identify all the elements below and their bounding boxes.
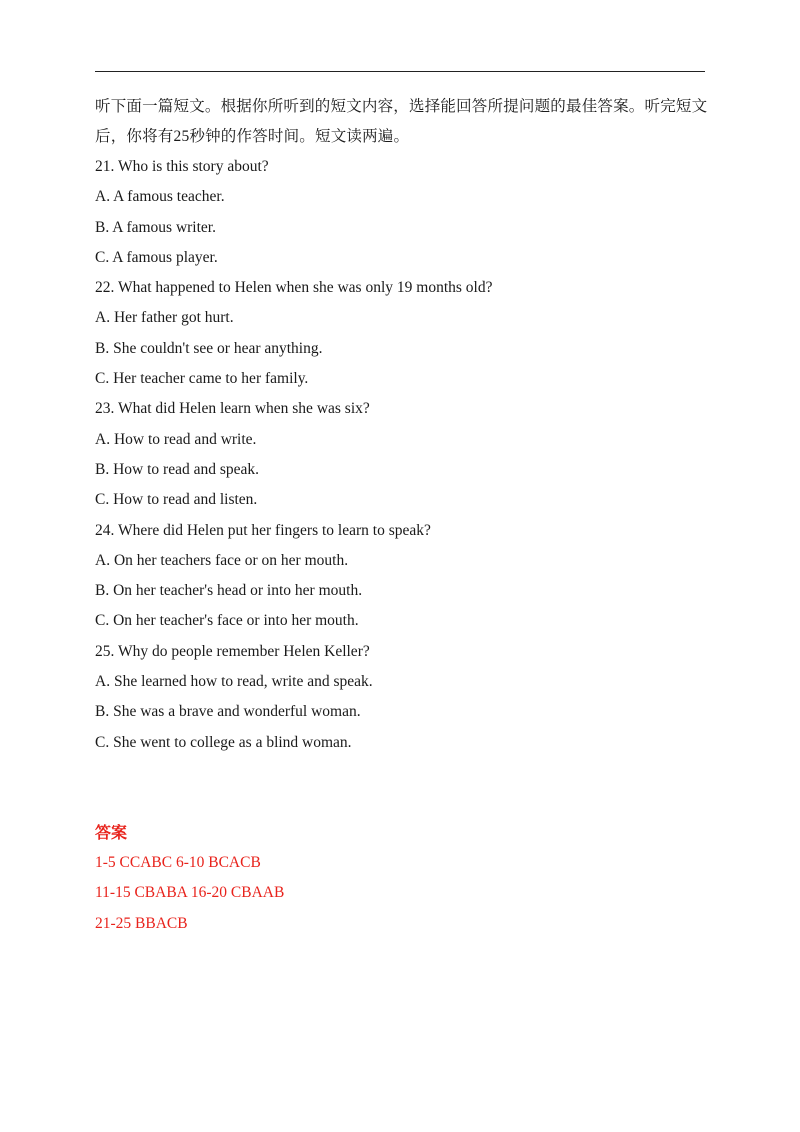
option-a: A. Her father got hurt. <box>95 309 234 327</box>
answer-heading: 答案 <box>95 823 128 842</box>
option-c: C. Her teacher came to her family. <box>95 370 309 388</box>
question-text: 22. What happened to Helen when she was only 19 months old? <box>95 279 493 297</box>
option-a: A. How to read and write. <box>95 430 257 448</box>
answer-line: 11-15 CBABA 16-20 CBAAB <box>95 884 285 902</box>
option-c: C. A famous player. <box>95 248 218 266</box>
header-rule <box>95 71 705 72</box>
option-a: A. On her teachers face or on her mouth. <box>95 551 349 569</box>
option-a: A. She learned how to read, write and speak. <box>95 673 373 691</box>
question-25 <box>95 637 710 758</box>
question-text: 24. Where did Helen put her fingers to learn to speak? <box>95 521 431 539</box>
answer-key <box>95 818 710 939</box>
option-a: A. A famous teacher. <box>95 188 225 206</box>
option-c: C. How to read and listen. <box>95 491 258 509</box>
option-c: C. She went to college as a blind woman. <box>95 733 352 751</box>
question-21 <box>95 152 710 273</box>
question-text: 25. Why do people remember Helen Keller? <box>95 642 370 660</box>
question-24 <box>95 516 710 637</box>
answer-line: 21-25 BBACB <box>95 914 188 932</box>
listening-section <box>95 92 710 758</box>
question-text: 23. What did Helen learn when she was six? <box>95 400 370 418</box>
question-text: 21. Who is this story about? <box>95 158 269 175</box>
option-b: B. On her teacher's head or into her mouth. <box>95 582 363 600</box>
option-b: B. How to read and speak. <box>95 460 259 478</box>
option-b: B. She couldn't see or hear anything. <box>95 339 323 357</box>
answer-line: 1-5 CCABC 6-10 BCACB <box>95 854 261 871</box>
question-22 <box>95 273 710 394</box>
instructions: 听下面一篇短文。根据你所听到的短文内容，选择能回答所提问题的最佳答案。听完短文后，你将有25秒钟的作答时间。短文读两遍。 <box>95 98 708 145</box>
question-23 <box>95 394 710 515</box>
option-b: B. She was a brave and wonderful woman. <box>95 703 361 721</box>
option-c: C. On her teacher's face or into her mouth. <box>95 612 359 630</box>
option-b: B. A famous writer. <box>95 218 216 236</box>
